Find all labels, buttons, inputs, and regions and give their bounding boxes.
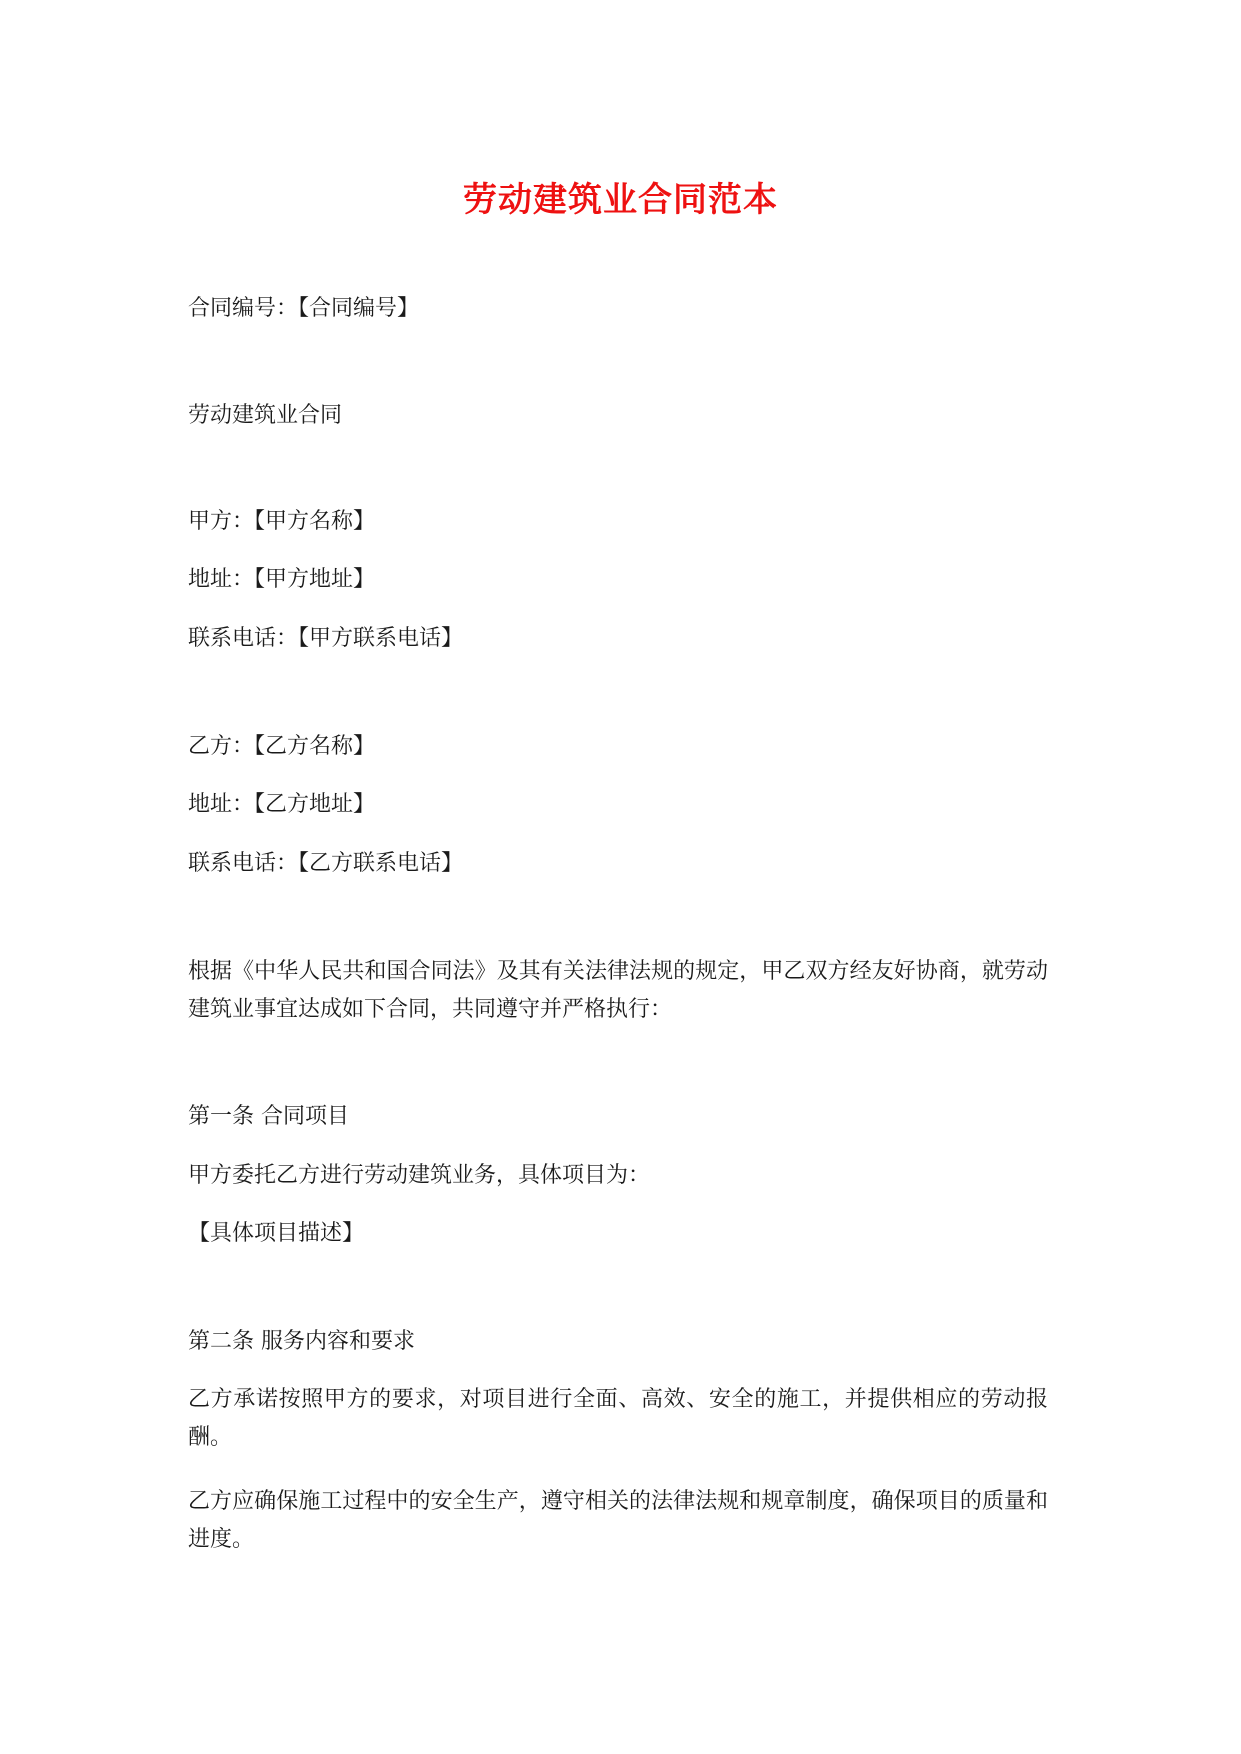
party-a-address: 地址：【甲方地址】: [188, 567, 376, 592]
article1-body: 甲方委托乙方进行劳动建筑业务，具体项目为：: [188, 1163, 651, 1188]
party-b-phone: 联系电话：【乙方联系电话】: [188, 851, 464, 876]
document-title: 劳动建筑业合同范本: [463, 180, 778, 220]
article1-placeholder: 【具体项目描述】: [188, 1221, 365, 1246]
article2-paragraph-2: 乙方应确保施工过程中的安全生产，遵守相关的法律法规和规章制度，确保项目的质量和进度。: [188, 1489, 1048, 1552]
party-a-name: 甲方：【甲方名称】: [188, 509, 376, 534]
party-a-phone: 联系电话：【甲方联系电话】: [188, 626, 464, 651]
article1-heading: 第一条 合同项目: [188, 1104, 349, 1129]
party-b-name: 乙方：【乙方名称】: [188, 734, 376, 759]
party-b-address: 地址：【乙方地址】: [188, 792, 376, 817]
contract-name: 劳动建筑业合同: [188, 403, 343, 428]
article2-paragraph-1: 乙方承诺按照甲方的要求，对项目进行全面、高效、安全的施工，并提供相应的劳动报酬。: [188, 1387, 1048, 1450]
preamble-paragraph: 根据《中华人民共和国合同法》及其有关法律法规的规定，甲乙双方经友好协商，就劳动建筑业事宜达成如下合同，共同遵守并严格执行：: [188, 959, 1048, 1022]
contract-number: 合同编号：【合同编号】: [188, 296, 420, 321]
article2-heading: 第二条 服务内容和要求: [188, 1329, 415, 1354]
